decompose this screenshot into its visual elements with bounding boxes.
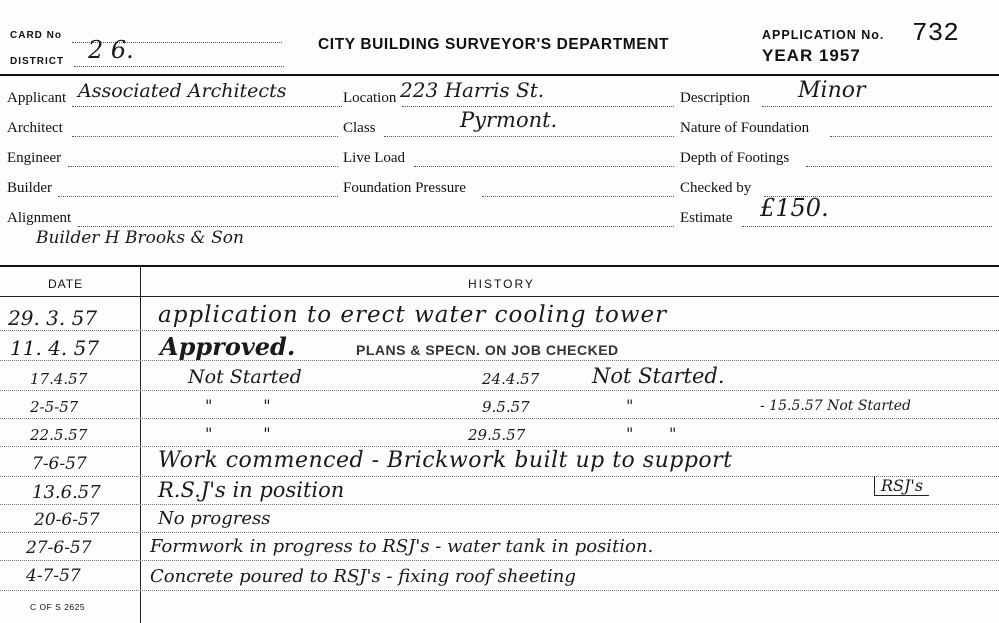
row-history: R.S.J's in position xyxy=(158,478,345,502)
header-divider xyxy=(0,74,999,76)
foundation-pressure-label: Foundation Pressure xyxy=(343,180,466,196)
location-label: Location xyxy=(343,90,397,106)
alignment-line xyxy=(78,226,674,227)
department-title: CITY BUILDING SURVEYOR'S DEPARTMENT xyxy=(318,36,670,53)
date-header: DATE xyxy=(48,277,84,291)
depth-of-footings-label: Depth of Footings xyxy=(680,150,790,166)
row-extra-note: - 15.5.57 Not Started xyxy=(760,398,911,414)
row-date: 22.5.57 xyxy=(30,426,88,444)
row-date-secondary: 29.5.57 xyxy=(468,426,526,444)
table-rule xyxy=(0,476,999,477)
district-value: 2 6. xyxy=(88,36,134,64)
application-no-label: APPLICATION No. xyxy=(762,28,885,42)
district-line xyxy=(74,66,284,67)
applicant-line xyxy=(72,106,342,107)
live-load-line xyxy=(414,166,674,167)
row-history: Concrete poured to RSJ's - fixing roof sheeting xyxy=(150,566,576,587)
builder-label: Builder xyxy=(7,180,52,196)
table-header-divider xyxy=(0,296,999,297)
table-rule xyxy=(0,330,999,331)
row-history: " " xyxy=(205,424,271,443)
estimate-value: £150. xyxy=(760,194,829,222)
row-history: " " xyxy=(205,396,271,415)
estimate-line xyxy=(742,226,992,227)
row-date: 4-7-57 xyxy=(26,566,81,586)
table-rule xyxy=(0,446,999,447)
approval-stamp: PLANS & SPECN. ON JOB CHECKED xyxy=(356,342,619,358)
checked-by-label: Checked by xyxy=(680,180,752,196)
row-date-secondary: 9.5.57 xyxy=(482,398,530,416)
table-rule xyxy=(0,418,999,419)
table-rule xyxy=(0,532,999,533)
row-history-secondary: " " xyxy=(626,424,677,443)
rsj-boxed-note: RSJ's xyxy=(874,476,929,496)
row-date: 7-6-57 xyxy=(32,454,87,474)
class-value: Pyrmont. xyxy=(460,108,558,132)
row-history: Not Started xyxy=(188,366,302,388)
row-history: application to erect water cooling tower xyxy=(158,302,668,328)
applicant-value: Associated Architects xyxy=(78,80,287,102)
description-line xyxy=(762,106,992,107)
row-date: 11. 4. 57 xyxy=(10,336,100,360)
date-column-divider xyxy=(140,265,141,623)
nature-of-foundation-line xyxy=(830,136,992,137)
nature-of-foundation-label: Nature of Foundation xyxy=(680,120,810,136)
row-history: Work commenced - Brickwork built up to support xyxy=(158,448,733,473)
applicant-label: Applicant xyxy=(7,90,67,106)
table-rule xyxy=(0,504,999,505)
location-line xyxy=(402,106,674,107)
table-rule xyxy=(0,390,999,391)
description-label: Description xyxy=(680,90,750,106)
table-rule xyxy=(0,360,999,361)
foundation-pressure-line xyxy=(482,196,674,197)
description-value: Minor xyxy=(798,78,866,103)
district-label: DISTRICT xyxy=(10,56,65,67)
history-header: HISTORY xyxy=(468,277,535,291)
form-code: C OF S 2625 xyxy=(30,602,86,612)
class-line xyxy=(384,136,674,137)
architect-label: Architect xyxy=(7,120,63,136)
location-value: 223 Harris St. xyxy=(400,78,545,102)
architect-line xyxy=(72,136,338,137)
row-history: No progress xyxy=(158,508,271,529)
year-label: YEAR 1957 xyxy=(762,46,861,65)
row-date: 2-5-57 xyxy=(30,398,79,416)
row-history: Approved. xyxy=(160,332,296,361)
live-load-label: Live Load xyxy=(343,150,406,166)
class-label: Class xyxy=(343,120,376,136)
row-date: 13.6.57 xyxy=(32,482,101,503)
engineer-line xyxy=(68,166,338,167)
application-no: 732 xyxy=(912,18,959,48)
row-date-secondary: 24.4.57 xyxy=(482,370,540,388)
estimate-label: Estimate xyxy=(680,210,733,226)
fields-divider xyxy=(0,265,999,267)
row-date: 20-6-57 xyxy=(34,510,100,530)
row-history-secondary: Not Started. xyxy=(592,364,725,388)
row-date: 29. 3. 57 xyxy=(8,306,98,330)
row-history: Formwork in progress to RSJ's - water tank in position. xyxy=(150,536,654,557)
card-no-label: CARD No xyxy=(10,30,62,41)
depth-of-footings-line xyxy=(806,166,992,167)
row-date: 17.4.57 xyxy=(30,370,88,388)
builder-line xyxy=(58,196,338,197)
engineer-label: Engineer xyxy=(7,150,62,166)
table-rule xyxy=(0,590,999,591)
table-rule xyxy=(0,560,999,561)
builder-note: Builder H Brooks & Son xyxy=(36,228,244,248)
row-history-secondary: " xyxy=(626,396,634,415)
row-date: 27-6-57 xyxy=(26,538,92,558)
alignment-label: Alignment xyxy=(7,210,72,226)
